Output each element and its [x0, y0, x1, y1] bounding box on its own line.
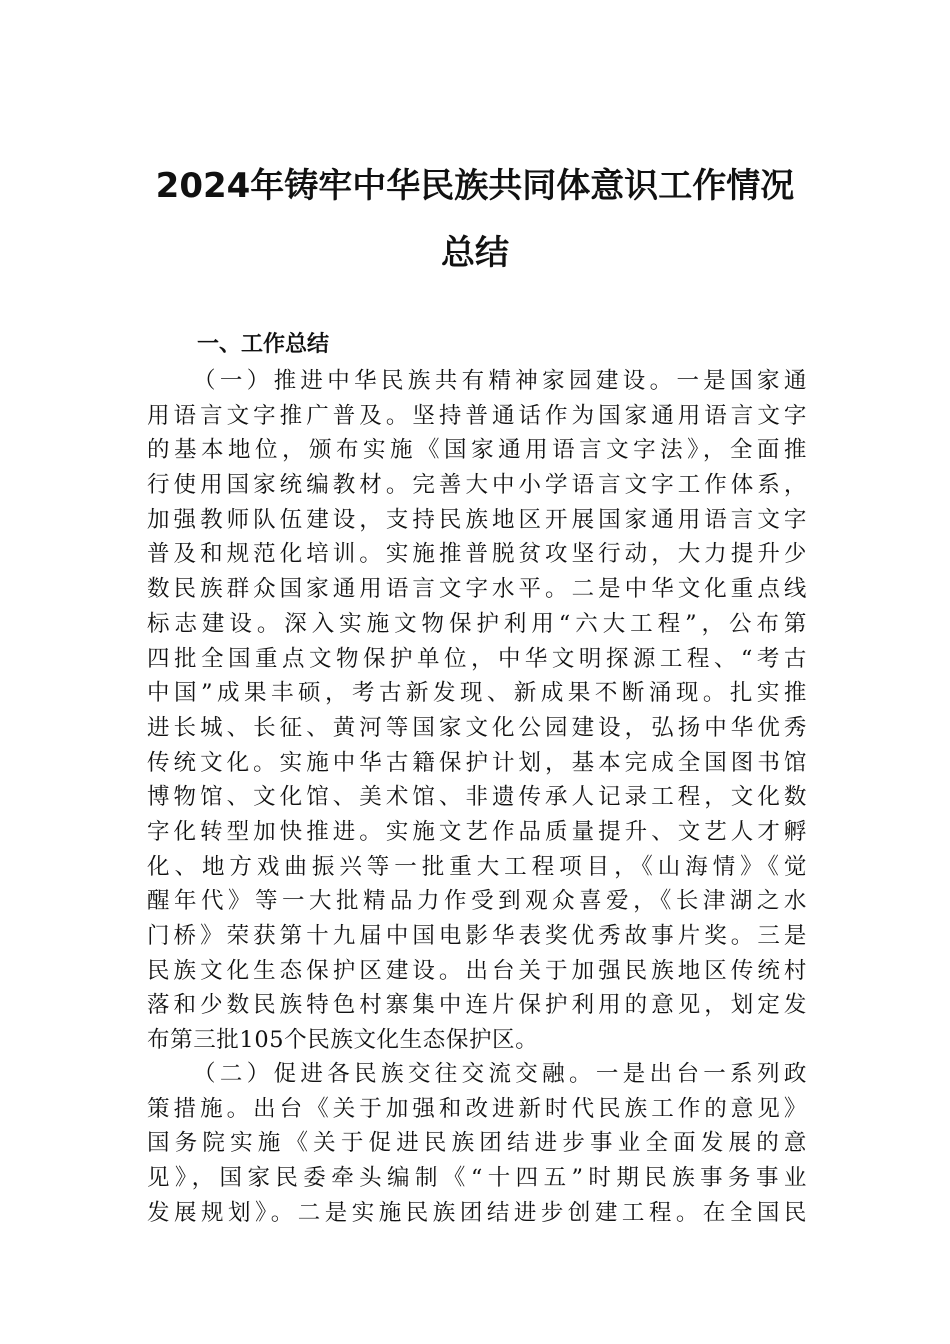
paragraph-line: 传统文化。实施中华古籍保护计划，基本完成全国图书馆	[147, 749, 807, 776]
paragraph-line: 布第三批105个民族文化生态保护区。	[147, 1027, 539, 1054]
document-title-line-2: 总结	[441, 233, 509, 273]
paragraph-line: 见》，国家民委牵头编制《“十四五”时期民族事务事业	[147, 1165, 807, 1192]
paragraph-line: 策措施。出台《关于加强和改进新时代民族工作的意见》	[147, 1095, 807, 1122]
paragraph-line: 国务院实施《关于促进民族团结进步事业全面发展的意	[147, 1130, 807, 1157]
paragraph-line: （一）推进中华民族共有精神家园建设。一是国家通	[193, 368, 807, 394]
paragraph-line: 加强教师队伍建设，支持民族地区开展国家通用语言文字	[147, 506, 807, 533]
document-title-line-1: 2024年铸牢中华民族共同体意识工作情况	[155, 166, 795, 206]
paragraph-line: 字化转型加快推进。实施文艺作品质量提升、文艺人才孵	[147, 818, 807, 845]
paragraph-line: （二）促进各民族交往交流交融。一是出台一系列政	[193, 1061, 807, 1087]
paragraph-line: 化、地方戏曲振兴等一批重大工程项目，《山海情》《觉	[147, 853, 807, 880]
paragraph-line: 门桥》荣获第十九届中国电影华表奖优秀故事片奖。三是	[147, 923, 807, 949]
paragraph-line: 落和少数民族特色村寨集中连片保护利用的意见，划定发	[147, 992, 807, 1019]
paragraph-line: 民族文化生态保护区建设。出台关于加强民族地区传统村	[147, 957, 807, 984]
paragraph-2	[147, 1057, 807, 1230]
paragraph-line: 普及和规范化培训。实施推普脱贫攻坚行动，大力提升少	[147, 541, 807, 568]
paragraph-line: 四批全国重点文物保护单位，中华文明探源工程、“考古	[147, 645, 807, 672]
section-heading: 一、工作总结	[197, 332, 330, 357]
paragraph-line: 数民族群众国家通用语言文字水平。二是中华文化重点线	[147, 576, 807, 603]
paragraph-line: 用语言文字推广普及。坚持普通话作为国家通用语言文字	[147, 402, 807, 429]
paragraph-line: 醒年代》等一大批精品力作受到观众喜爱，《长津湖之水	[147, 888, 807, 915]
paragraph-line: 的基本地位，颁布实施《国家通用语言文字法》，全面推	[147, 437, 807, 464]
paragraph-line: 行使用国家统编教材。完善大中小学语言文字工作体系，	[147, 472, 807, 499]
paragraph-line: 发展规划》。二是实施民族团结进步创建工程。在全国民	[147, 1199, 807, 1226]
paragraph-line: 进长城、长征、黄河等国家文化公园建设，弘扬中华优秀	[147, 714, 807, 741]
paragraph-line: 标志建设。深入实施文物保护利用“六大工程”，公布第	[147, 610, 807, 637]
paragraph-line: 中国”成果丰硕，考古新发现、新成果不断涌现。扎实推	[147, 680, 807, 707]
paragraph-line: 博物馆、文化馆、美术馆、非遗传承人记录工程，文化数	[147, 784, 807, 811]
paragraph-1	[147, 364, 807, 1058]
